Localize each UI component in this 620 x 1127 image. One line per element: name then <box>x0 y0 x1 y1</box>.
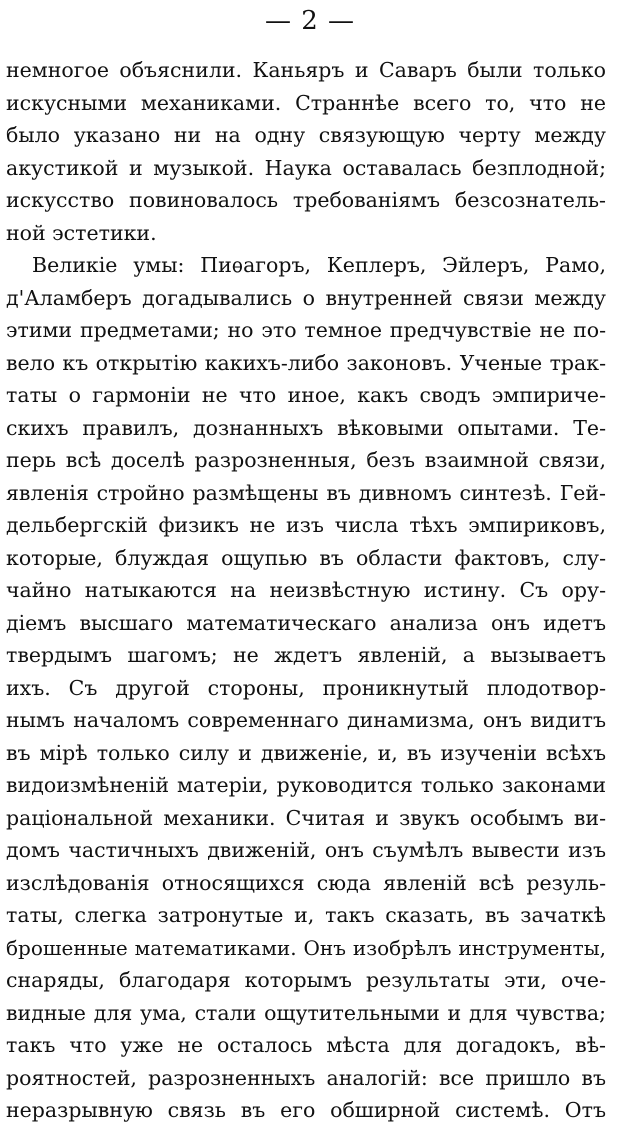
text-line: дельбергскій физикъ не изъ числа тѣхъ эмпириковъ, <box>6 513 606 537</box>
text-line: вело къ открытію какихъ-либо законовъ. Ученые трак- <box>6 350 606 375</box>
body-text <box>0 54 606 1127</box>
text-line: чайно натыкаются на неизвѣстную истину. Съ ору- <box>6 578 606 602</box>
text-line: домъ частичныхъ движеній, онъ съумѣлъ вывести изъ <box>6 838 606 862</box>
text-line: раціональной механики. Считая и звукъ особымъ ви- <box>6 805 606 830</box>
text-line: этими предметами; но это темное предчувствіе не по- <box>6 318 606 342</box>
text-line: акустикой и музыкой. Наука оставалась безплодной; <box>6 155 606 180</box>
text-line: таты о гармоніи не что иное, какъ сводъ эмпириче- <box>6 383 606 407</box>
text-line: неразрывную связь въ его обширной системѣ. Отъ <box>6 1098 606 1122</box>
text-line: въ мірѣ только силу и движеніе, и, въ изученіи всѣхъ <box>6 740 606 765</box>
text-line: брошенные математиками. Онъ изобрѣлъ инструменты, <box>6 935 606 960</box>
text-line: искусство повиновалось требованіямъ безсознатель- <box>6 188 606 212</box>
text-line: снаряды, благодаря которымъ результаты эти, оче- <box>6 968 606 992</box>
text-line: такъ что уже не осталось мѣста для догадокъ, вѣ- <box>6 1033 606 1057</box>
text-line: твердымъ шагомъ; не ждетъ явленій, а вызываетъ <box>6 643 606 667</box>
text-line: роятностей, разрозненныхъ аналогій: все пришло въ <box>6 1065 606 1090</box>
paragraph-end-line: ной эстетики. <box>6 220 157 245</box>
text-line: искусными механиками. Страннѣе всего то, что не <box>6 90 606 115</box>
text-line: ихъ. Съ другой стороны, проникнутый плодотвор- <box>6 675 606 700</box>
text-line: нымъ началомъ современнаго динамизма, онъ видитъ <box>6 708 606 732</box>
text-line: скихъ правилъ, дознанныхъ вѣковыми опытами. Те- <box>6 415 606 440</box>
text-line: діемъ высшаго математическаго анализа онъ идетъ <box>6 610 606 635</box>
text-line: которые, блуждая ощупью въ области фактовъ, слу- <box>6 545 606 570</box>
page-number: — 2 — <box>264 6 356 36</box>
text-line: перь всѣ доселѣ разрозненныя, безъ взаимной связи, <box>6 448 606 472</box>
text-line: таты, слегка затронутые и, такъ сказать, въ зачаткѣ <box>6 903 606 927</box>
text-line: д'Аламберъ догадывались о внутренней связи между <box>6 285 606 310</box>
text-line: видоизмѣненій матеріи, руководится только законами <box>6 773 606 797</box>
paragraph-start-line: Великіе умы: Пиѳагоръ, Кеплеръ, Эйлеръ, Рамо, <box>32 253 606 277</box>
text-line: изслѣдованія относящихся сюда явленій всѣ резуль- <box>6 870 606 895</box>
text-line: немногое объяснили. Каньяръ и Саваръ были только <box>6 58 606 82</box>
text-line: было указано ни на одну связующую черту между <box>6 123 606 147</box>
text-line: видные для ума, стали ощутительными и для чувства; <box>6 1000 606 1025</box>
text-line: явленія стройно размѣщены въ дивномъ синтезѣ. Гей- <box>6 480 606 505</box>
